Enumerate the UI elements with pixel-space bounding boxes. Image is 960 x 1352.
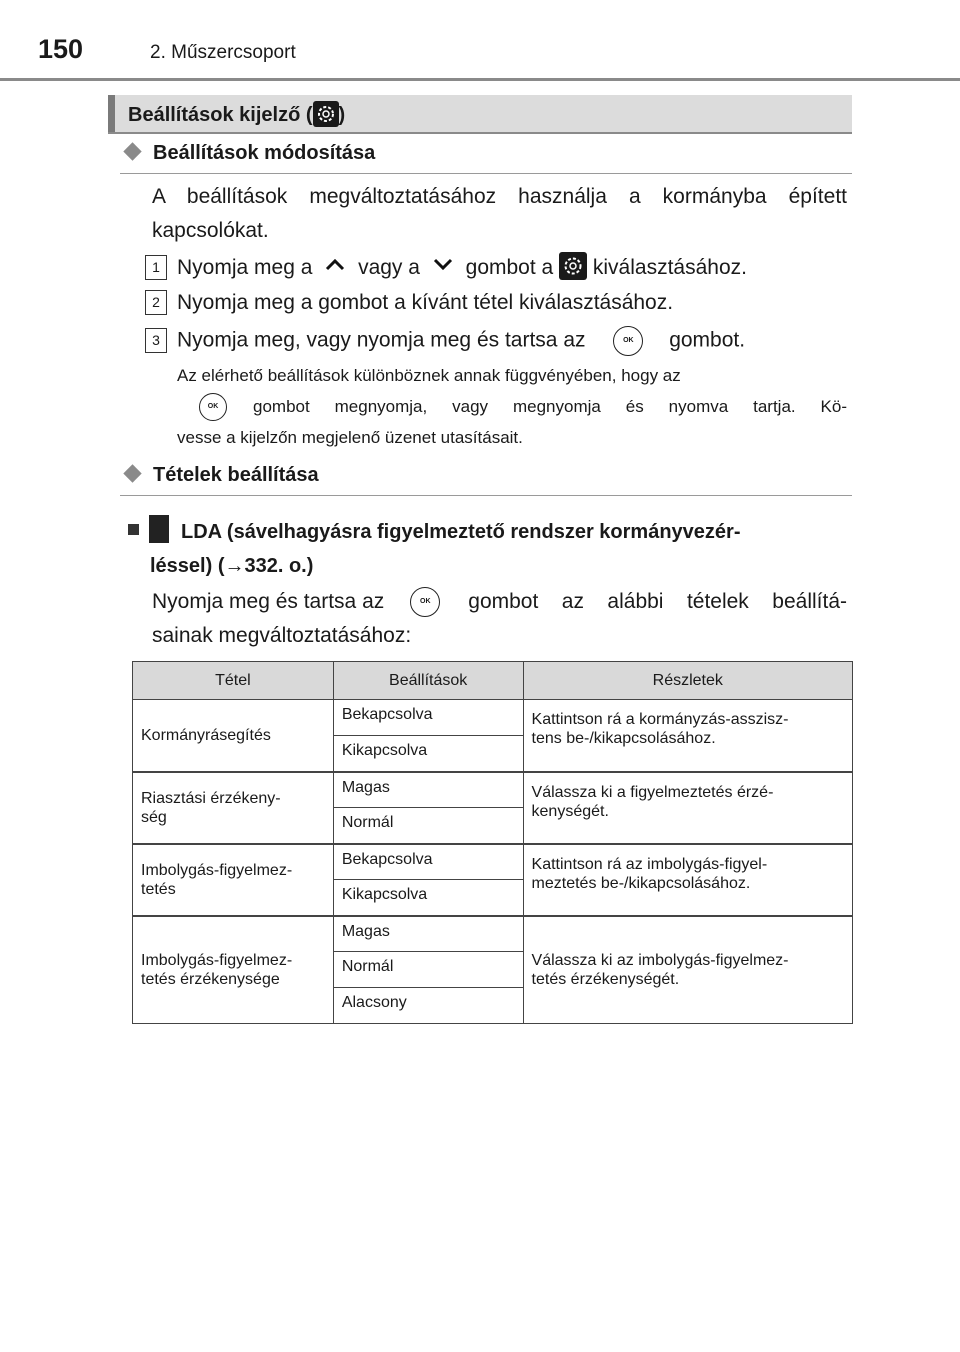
detail-line: tens be-/kikapcsolásához.: [531, 730, 716, 747]
section-banner: [108, 95, 852, 134]
note-line: Az elérhető beállítások különböznek annak függvényében, hogy az: [177, 366, 681, 385]
detail-cell: [523, 700, 852, 772]
table-row: [133, 916, 853, 952]
subheading-modify-settings: [120, 142, 852, 174]
note-line-text: gombot megnyomja, vagy megnyomja és nyomva tartja. Kö-: [253, 397, 847, 416]
note-paragraph: [177, 360, 847, 453]
instruction-line: [152, 585, 847, 619]
detail-line: tetés érzékenységét.: [531, 970, 680, 988]
table-header-cell: Beállítások: [333, 662, 523, 700]
detail-cell: [523, 916, 852, 1024]
item-line: tetés érzékenysége: [141, 970, 280, 988]
setting-cell: Kikapcsolva: [333, 736, 523, 772]
instruction-text: gombot az alábbi tételek beállítá-: [468, 590, 847, 613]
item-line: Imbolygás-figyelmez-: [141, 951, 293, 969]
subheading-item-settings: [120, 464, 852, 496]
table-row: [133, 772, 853, 808]
settings-table: [132, 661, 853, 1024]
lda-icon: [149, 515, 169, 543]
step-text: Nyomja meg, vagy nyomja meg és tartsa az: [177, 328, 586, 352]
step-text: Nyomja meg a gombot a kívánt tétel kiválasztásához.: [177, 291, 674, 314]
setting-cell: Magas: [333, 916, 523, 952]
step-number: 2: [145, 290, 167, 315]
item-cell: [133, 916, 334, 1024]
setting-cell: Magas: [333, 772, 523, 808]
table-header-row: [133, 662, 853, 700]
table-header-cell: Részletek: [523, 662, 852, 700]
table-header-cell: Tétel: [133, 662, 334, 700]
setting-cell: Bekapcsolva: [333, 700, 523, 736]
detail-line: meztetés be-/kikapcsolásához.: [531, 874, 751, 892]
instruction-paragraph: [152, 585, 847, 653]
setting-cell: Alacsony: [333, 988, 523, 1024]
note-line: vesse a kijelzőn megjelenő üzenet utasításait.: [177, 428, 523, 447]
banner-title: [128, 101, 345, 133]
step-text: kiválasztásához.: [592, 256, 747, 279]
table-row: [133, 700, 853, 736]
header-divider: [0, 78, 960, 81]
note-line: [177, 391, 847, 422]
detail-line: Válassza ki az imbolygás-figyelmez-: [531, 951, 789, 969]
setting-cell: Kikapcsolva: [333, 880, 523, 916]
detail-cell: [523, 844, 852, 916]
detail-line: kenységét.: [531, 802, 609, 820]
diamond-bullet-icon: [123, 142, 141, 160]
item-line: Imbolygás-figyelmez-: [141, 861, 293, 879]
lda-title-line: léssel) (→332. o.): [150, 555, 314, 577]
intro-paragraph: A beállítások megváltoztatásához használja a kormányba épített kapcsolókat.: [152, 185, 847, 242]
setting-cell: Normál: [333, 952, 523, 988]
step-text: gombot a: [465, 256, 554, 279]
step-3: [145, 326, 745, 356]
diamond-bullet-icon: [123, 464, 141, 482]
lda-title-text: LDA (sávelhagyásra figyelmeztető rendszer kormányvezér-: [181, 521, 741, 543]
step-text: gombot.: [669, 328, 746, 352]
item-cell: [133, 772, 334, 844]
ok-button-icon: OK: [410, 587, 440, 617]
subheading-text: Tételek beállítása: [153, 464, 319, 486]
step-number: 1: [145, 255, 167, 280]
banner-title-start: Beállítások kijelző (: [128, 104, 313, 126]
ok-button-icon: OK: [613, 326, 643, 356]
detail-line: Kattintson rá a kormányzás-asszisz-: [531, 711, 789, 728]
item-cell: [133, 844, 334, 916]
step-text: vagy a: [358, 256, 420, 279]
item-cell: Kormányrásegítés: [133, 700, 334, 772]
square-bullet-icon: [128, 524, 139, 535]
step-1: [145, 252, 747, 280]
detail-line: Válassza ki a figyelmeztetés érzé-: [531, 783, 774, 801]
setting-cell: Bekapcsolva: [333, 844, 523, 880]
step-2: [145, 290, 673, 315]
chevron-up-icon: [318, 256, 352, 279]
page-number: 150: [38, 34, 84, 64]
lda-title: [128, 515, 848, 583]
chapter-title: 2. Műszercsoport: [150, 42, 296, 63]
detail-line: Kattintson rá az imbolygás-figyel-: [531, 855, 768, 873]
item-line: tetés: [141, 880, 176, 898]
detail-cell: [523, 772, 852, 844]
gear-icon: [313, 101, 339, 133]
subheading-text: Beállítások módosítása: [153, 142, 376, 164]
instruction-text: Nyomja meg és tartsa az: [152, 590, 385, 613]
chevron-down-icon: [426, 256, 460, 279]
lda-title-line: [128, 515, 848, 549]
item-line: Riasztási érzékeny-: [141, 789, 281, 807]
ok-button-icon: OK: [199, 393, 227, 421]
step-number: 3: [145, 328, 167, 353]
step-text: Nyomja meg a: [177, 256, 313, 279]
banner-accent-bar: [108, 95, 115, 132]
instruction-line: sainak megváltoztatásához:: [152, 624, 412, 647]
gear-icon: [559, 256, 587, 279]
banner-title-end: ): [338, 104, 346, 126]
item-line: ség: [141, 808, 167, 826]
table-row: [133, 844, 853, 880]
setting-cell: Normál: [333, 808, 523, 844]
